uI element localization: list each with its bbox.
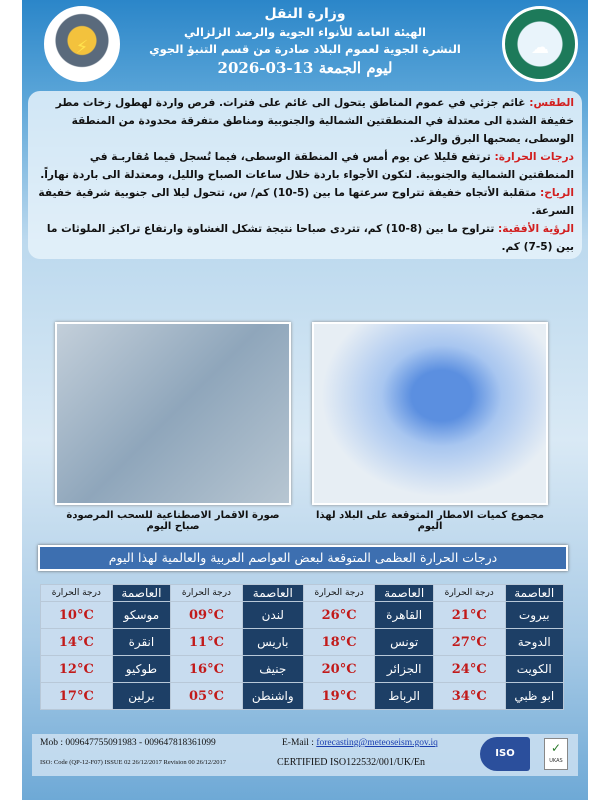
temperature-cell: 10°C xyxy=(41,602,113,629)
temperature-cell: 05°C xyxy=(171,683,243,710)
weather-text: غائم جزئي في عموم المناطق يتحول الى غائم على فترات. فرص واردة لهطول زخات مطر خفيفة الشدة الى معتدلة في المنطقتين الشمالية والجنوبية ومناطق متفرقة محدودة من المنطقة الوسطى، يصحبها البرق والرعد. xyxy=(55,97,574,145)
rainfall-map xyxy=(312,322,548,505)
city-cell: انقرة xyxy=(112,629,171,656)
table-row xyxy=(41,683,564,710)
city-cell: برلين xyxy=(112,683,171,710)
temperature-paragraph xyxy=(36,148,574,184)
temperature-cell: 21°C xyxy=(433,602,505,629)
temperature-header: درجة الحرارة xyxy=(171,585,243,602)
city-cell: موسكو xyxy=(112,602,171,629)
visibility-text: تتراوح ما بين (8-10) كم، تتردى صباحا نتيجة تشكل الغشاوة وارتفاع تراكيز الملوثات ما بين (5-7) كم. xyxy=(46,223,574,253)
bulletin-page xyxy=(22,0,588,800)
satellite-image xyxy=(55,322,291,505)
city-header: العاصمة xyxy=(242,585,303,602)
lightning-icon: ⚡ xyxy=(75,37,89,58)
city-cell: الدوحة xyxy=(505,629,564,656)
temperature-label: درجات الحرارة: xyxy=(494,151,574,163)
city-cell: طوكيو xyxy=(112,656,171,683)
city-cell: ابو ظبي xyxy=(505,683,564,710)
iso-badge: ISO xyxy=(480,737,530,771)
wind-label: الرياح: xyxy=(539,187,574,199)
ukas-badge xyxy=(544,738,568,770)
city-cell: تونس xyxy=(375,629,434,656)
capitals-temperature-table xyxy=(40,584,564,710)
city-cell: الكويت xyxy=(505,656,564,683)
temperature-cell: 09°C xyxy=(171,602,243,629)
table-row xyxy=(41,629,564,656)
table-row xyxy=(41,602,564,629)
wind-paragraph xyxy=(36,184,574,220)
temperature-cell: 19°C xyxy=(303,683,375,710)
temperature-header: درجة الحرارة xyxy=(303,585,375,602)
temperature-cell: 16°C xyxy=(171,656,243,683)
temperature-cell: 18°C xyxy=(303,629,375,656)
forecasting-dept-logo xyxy=(44,6,120,82)
temperature-cell: 14°C xyxy=(41,629,113,656)
city-cell: الرباط xyxy=(375,683,434,710)
meteorological-organization-logo xyxy=(502,6,578,82)
city-cell: باريس xyxy=(242,629,303,656)
wind-text: متقلبة الأتجاه خفيفة تتراوح سرعتها ما بين (5-10) كم/ س، تتحول ليلا الى جنوبية شرقية خفيفة السرعة. xyxy=(38,187,574,217)
temperature-header: درجة الحرارة xyxy=(41,585,113,602)
crown-check-icon: ✓ xyxy=(550,741,562,755)
bulletin-date: ليوم الجمعة 13-03-2026 xyxy=(217,59,393,77)
city-cell: القاهرة xyxy=(375,602,434,629)
weather-paragraph xyxy=(36,94,574,148)
header xyxy=(22,0,588,90)
city-cell: جنيف xyxy=(242,656,303,683)
temperature-cell: 17°C xyxy=(41,683,113,710)
temperature-cell: 34°C xyxy=(433,683,505,710)
visibility-label: الرؤية الأفقية: xyxy=(498,223,574,235)
forecast-text xyxy=(28,91,582,259)
temperature-text: ترتفع قليلا عن يوم أمس في المنطقة الوسطى، فيما تُسجل قيما مُقاربـة في المنطقتين الشمالية والجنوبية. لتكون الأجواء باردة خلال ساعات الصباح والليل، ومعتدلة الى باردة نهاراً. xyxy=(40,151,574,181)
ukas-label: UKAS xyxy=(549,758,563,764)
mobile-numbers: Mob : 009647755091983 - 009647818361099 xyxy=(40,738,216,748)
bulletin-title: النشرة الجوية لعموم البلاد صادرة من قسم التنبؤ الجوي xyxy=(149,42,461,56)
cloud-sun-icon: ☁ xyxy=(531,37,549,58)
email-link[interactable]: forecasting@meteoseism.gov.iq xyxy=(316,738,438,748)
temperature-cell: 12°C xyxy=(41,656,113,683)
email-label: E-Mail : xyxy=(282,738,314,748)
city-cell: الجزائر xyxy=(375,656,434,683)
temperature-cell: 24°C xyxy=(433,656,505,683)
ministry-title: وزارة النقل xyxy=(264,6,346,22)
temperature-cell: 27°C xyxy=(433,629,505,656)
rainfall-caption: مجموع كميات الامطار المتوقعة على البلاد لهذا اليوم xyxy=(316,510,544,532)
temperature-cell: 20°C xyxy=(303,656,375,683)
city-header: العاصمة xyxy=(375,585,434,602)
table-row xyxy=(41,656,564,683)
iso-code: ISO: Code (QP-12-F07) ISSUE 02 26/12/2017 Revision 00 26/12/2017 xyxy=(40,759,226,766)
temperature-cell: 26°C xyxy=(303,602,375,629)
authority-title: الهيئة العامة للأنواء الجوية والرصد الزلزالي xyxy=(184,25,426,39)
footer xyxy=(32,734,578,776)
city-cell: بيروت xyxy=(505,602,564,629)
weather-label: الطقس: xyxy=(529,97,574,109)
email-line xyxy=(282,738,438,748)
temperature-header: درجة الحرارة xyxy=(433,585,505,602)
city-cell: واشنطن xyxy=(242,683,303,710)
city-cell: لندن xyxy=(242,602,303,629)
visibility-paragraph xyxy=(36,220,574,256)
city-header: العاصمة xyxy=(112,585,171,602)
satellite-caption: صورة الاقمار الاصطناعية للسحب المرصودة صباح اليوم xyxy=(66,510,280,532)
table-title: درجات الحرارة العظمى المتوقعة لبعض العواصم العربية والعالمية لهذا اليوم xyxy=(38,545,568,571)
city-header: العاصمة xyxy=(505,585,564,602)
temperature-cell: 11°C xyxy=(171,629,243,656)
certification: CERTIFIED ISO122532/001/UK/En xyxy=(277,757,426,768)
